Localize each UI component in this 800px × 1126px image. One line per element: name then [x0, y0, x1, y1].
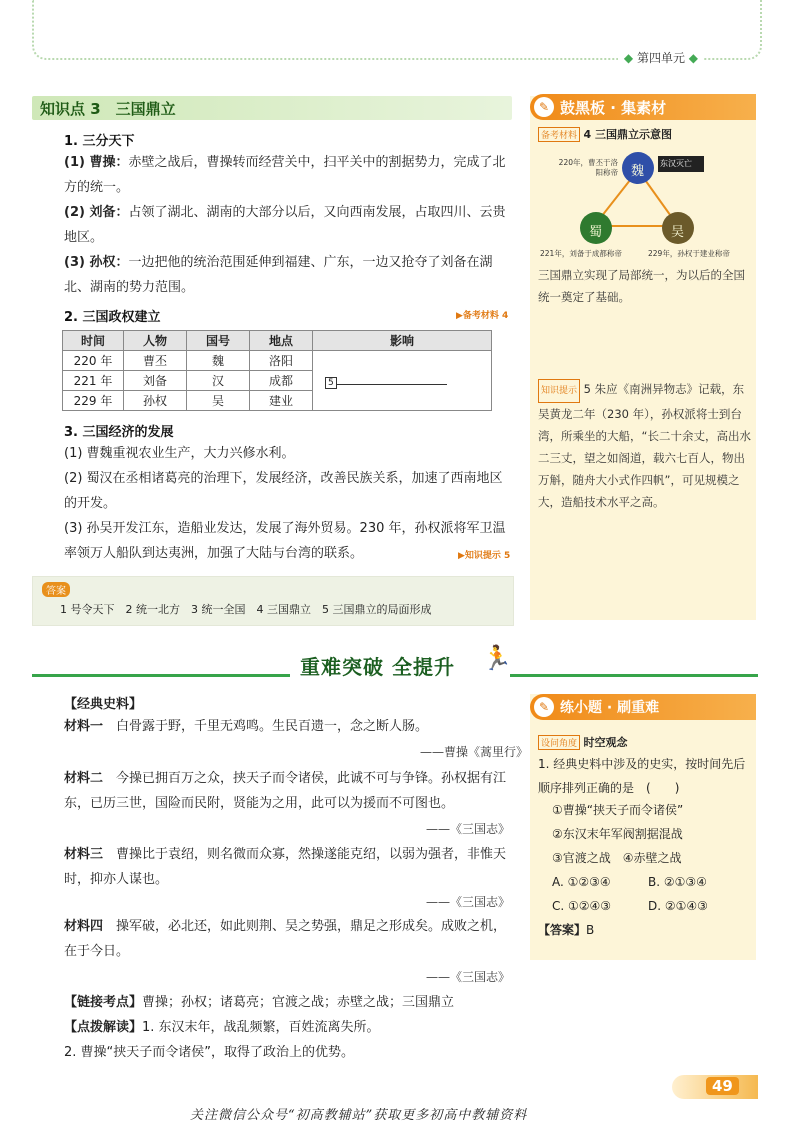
material-4: 材料四 操军破，必北还，如此则荆、吴之势强，鼎足之形成矣。成败之机，在于今日。: [64, 919, 507, 959]
section-heading: 3. 三国经济的发展: [64, 425, 174, 440]
wu-label: 吴: [671, 225, 685, 240]
pencil-icon: ✎: [534, 697, 554, 717]
table-cell: 220 年: [63, 351, 124, 371]
practice-title-bar: [530, 694, 756, 720]
table-header: 影响: [313, 331, 492, 351]
wu-note: 229年，孙权于建业称帝: [648, 249, 730, 258]
material-2-source: ——《三国志》: [426, 822, 511, 836]
angle-line: 设问角度 时空观念: [538, 734, 628, 750]
table-header: 国号: [187, 331, 250, 351]
material-1: 材料一 白骨露于野，千里无鸡鸣。生民百遗一，念之断人肠。: [64, 719, 429, 734]
footer-note: 关注微信公众号“初高教辅站”获取更多初高中教辅资料: [190, 1108, 528, 1123]
regime-table: [62, 330, 492, 411]
economy-2: (2) 蜀汉在丞相诸葛亮的治理下，发展经济，改善民族关系，加速了西南地区的开发。: [64, 471, 503, 511]
wei-label: 魏: [631, 164, 645, 179]
sidebar-title: 鼓黑板 · 集素材: [560, 99, 667, 117]
wei-note: 220年，曹丕于洛阳称帝: [558, 158, 618, 177]
page-number: 49: [706, 1077, 739, 1095]
table-cell: 成都: [250, 371, 313, 391]
table-cell: 洛阳: [250, 351, 313, 371]
answer-label: 答案: [42, 582, 70, 597]
table-cell: 吴: [187, 391, 250, 411]
material-heading: 备考材料 4 三国鼎立示意图: [538, 126, 672, 142]
impact-blank: 5: [313, 351, 492, 411]
table-cell: 曹丕: [124, 351, 187, 371]
option-line-3: ③官渡之战 ④赤壁之战: [552, 851, 682, 865]
question: 1. 经典史料中涉及的史实，按时间先后顺序排列正确的是 ( ): [538, 757, 746, 795]
section-heading: 2. 三国政权建立: [64, 310, 161, 325]
table-header: 人物: [124, 331, 187, 351]
material-3-source: ——《三国志》: [426, 895, 511, 909]
sidebar-title-bar: [530, 94, 756, 120]
banner-line-left: [32, 674, 290, 677]
economy-1: (1) 曹魏重视农业生产，大力兴修水利。: [64, 446, 295, 461]
table-cell: 孙权: [124, 391, 187, 411]
runner-icon: 🏃: [482, 644, 512, 672]
paragraph-sun: (3) 孙权：一边把他的统治范围延伸到福建、广东，一边又抢夺了刘备在湖北、湖南的势力范围。: [64, 255, 493, 295]
tip-text: 知识提示 5 朱应《南洲异物志》记载，东吴黄龙二年（230 年），孙权派将士到台湾，所乘坐的大船，“长二十余丈，高出水二三丈，望之如阁道，载六七百人，物出万斛，随舟大小式作四帆”，可见规模之大，造船技术水平之高。: [538, 378, 752, 513]
ref-material-4: ▶备考材料 4: [456, 311, 509, 321]
han-end-label: 东汉灭亡: [660, 159, 692, 168]
table-cell: 刘备: [124, 371, 187, 391]
choice-d: D. ②①④③: [648, 899, 708, 913]
shu-note: 221年，刘备于成都称帝: [540, 249, 622, 258]
option-line-2: ②东汉末年军阀割据混战: [552, 827, 683, 841]
classic-heading: 【经典史料】: [64, 697, 143, 712]
choice-a: A. ①②③④: [552, 875, 611, 889]
paragraph-liu: (2) 刘备：占领了湖北、湖南的大部分以后，又向西南发展，占取四川、云贵地区。: [64, 205, 506, 245]
table-cell: 汉: [187, 371, 250, 391]
paragraph-cao: (1) 曹操：赤壁之战后，曹操转而经营关中，扫平关中的割据势力，完成了北方的统一。: [64, 155, 506, 195]
practice-title: 练小题 · 刷重难: [560, 700, 660, 716]
material-text: 三国鼎立实现了局部统一，为以后的全国统一奠定了基础。: [538, 268, 745, 304]
interpretation-2: 2. 曹操“挟天子而令诸侯”，取得了政治上的优势。: [64, 1045, 355, 1060]
table-header: 地点: [250, 331, 313, 351]
economy-3: (3) 孙吴开发江东，造船业发达，发展了海外贸易。230 年，孙权派将军卫温率领万人船队到达夷洲，加强了大陆与台湾的联系。: [64, 521, 506, 561]
ref-tip-5: ▶知识提示 5: [458, 551, 511, 561]
table-cell: 魏: [187, 351, 250, 371]
table-row: [63, 351, 492, 371]
table-header: 时间: [63, 331, 124, 351]
material-4-source: ——《三国志》: [426, 970, 511, 984]
practice-answer: 【答案】B: [538, 923, 595, 937]
material-1-source: ——曹操《蒿里行》: [420, 745, 529, 759]
table-cell: 229 年: [63, 391, 124, 411]
table-cell: 建业: [250, 391, 313, 411]
option-line-1: ①曹操“挟天子而令诸侯”: [552, 803, 684, 817]
section-heading: 1. 三分天下: [64, 134, 135, 149]
material-3: 材料三 曹操比于袁绍，则名微而众寡，然操遂能克绍，以弱为强者，非惟天时，抑亦人谋也。: [64, 847, 507, 887]
book-icon: ✎: [534, 97, 554, 117]
material-2: 材料二 今操已拥百万之众，挟天子而令诸侯，此诚不可与争锋。孙权据有江东，已历三世，国险而民附，贤能为之用，此可以为援而不可图也。: [64, 771, 507, 811]
choice-b: B. ②①③④: [648, 875, 707, 889]
shu-label: 蜀: [589, 225, 603, 240]
banner-line-right: [510, 674, 758, 677]
table-cell: 221 年: [63, 371, 124, 391]
link-points: 【链接考点】曹操；孙权；诸葛亮；官渡之战；赤壁之战；三国鼎立: [64, 995, 455, 1010]
interpretation-1: 【点拨解读】1. 东汉末年，战乱频繁，百姓流离失所。: [64, 1020, 380, 1035]
banner-title: 重难突破 全提升: [300, 655, 455, 679]
unit-label: ◆ 第四单元 ◆: [618, 49, 704, 66]
kp-title-bar: [32, 96, 512, 120]
choice-c: C. ①②④③: [552, 899, 612, 913]
answer-text: 1 号令天下 2 统一北方 3 统一全国 4 三国鼎立 5 三国鼎立的局面形成: [60, 603, 432, 616]
kp-title: 知识点 3 三国鼎立: [40, 100, 176, 118]
